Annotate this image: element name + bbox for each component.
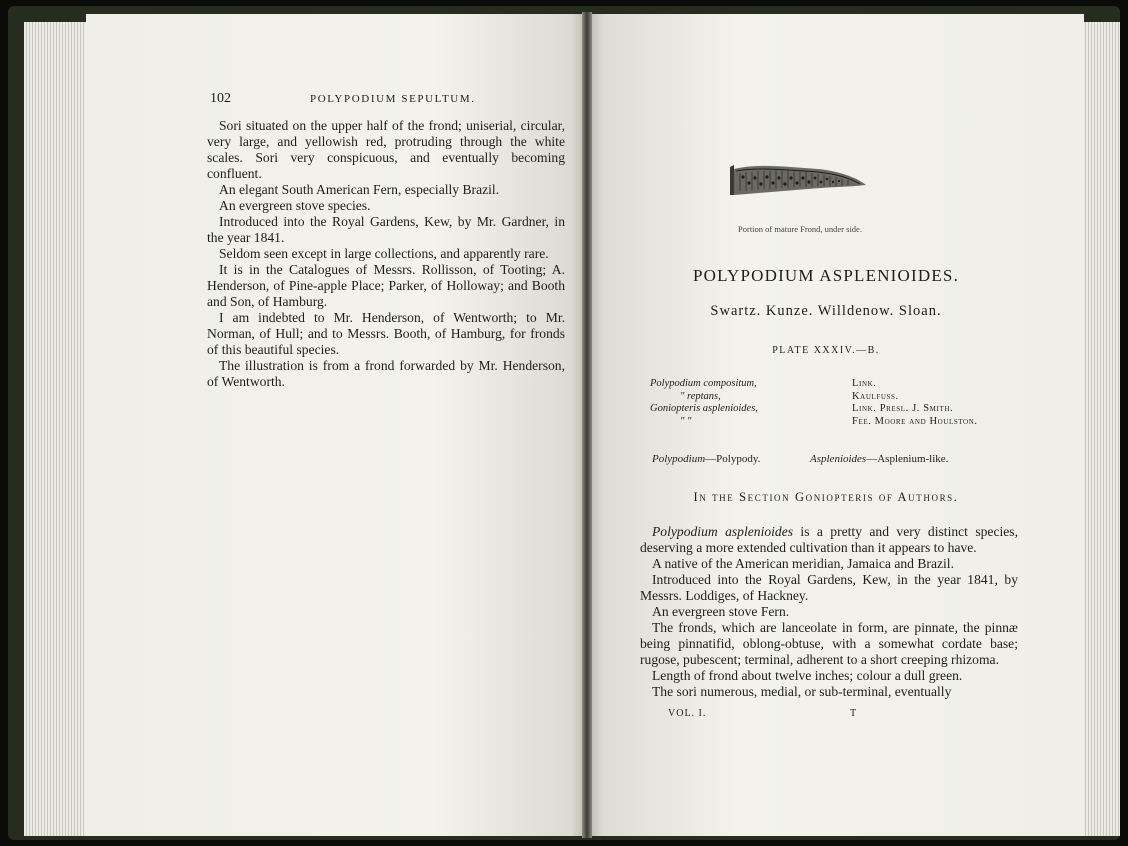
etymology-genus — [652, 453, 760, 465]
right-text-column — [640, 524, 1018, 700]
left-paragraph: I am indebted to Mr. Henderson, of Wentworth; to Mr. Norman, of Hull; and to Messrs. Booth, of Hamburg, for fronds of this beautiful species. — [207, 310, 565, 357]
right-paragraph: A native of the American meridian, Jamaica and Brazil. — [652, 556, 954, 571]
synonym-name: " " — [680, 415, 692, 427]
synonyms-authorities — [852, 378, 992, 428]
section-heading: In the Section Goniopteris of Authors. — [693, 490, 959, 504]
right-paragraph: Introduced into the Royal Gardens, Kew, in the year 1841, by Messrs. Loddiges, of Hackney. — [640, 572, 1018, 603]
etymology-term: Asplenioides — [810, 453, 867, 465]
authors-line: Swartz. Kunze. Willdenow. Sloan. — [710, 303, 942, 319]
synonym-name: Polypodium compositum, — [650, 378, 757, 389]
synonym-authority: Fee. Moore and Houlston. — [852, 415, 978, 427]
figure-caption: Portion of mature Frond, under side. — [738, 224, 862, 234]
left-paragraph: Seldom seen except in large collections, and apparently rare. — [219, 246, 549, 261]
etymology-term: Polypodium — [652, 453, 706, 465]
left-text-column — [207, 118, 565, 390]
etymology-species — [810, 453, 948, 465]
book-gutter — [582, 12, 592, 838]
left-paragraph: Introduced into the Royal Gardens, Kew, by Mr. Gardner, in the year 1841. — [207, 214, 565, 245]
right-paragraph — [640, 524, 1018, 556]
species-title: POLYPODIUM ASPLENIOIDES. — [692, 266, 960, 285]
left-paragraph: An evergreen stove species. — [219, 198, 371, 213]
synonym-authority: Link. Presl. J. Smith. — [852, 403, 954, 415]
left-paragraph: Sori situated on the upper half of the frond; uniserial, circular, very large, and yellowish red, protruding through the white scales. Sori very conspicuous, and eventually becoming confluent. — [207, 118, 565, 181]
synonym-authority: Link. — [852, 378, 877, 389]
page-number: 102 — [210, 91, 231, 106]
footer-signature: T — [850, 708, 858, 719]
synonym-name: " reptans, — [680, 390, 721, 402]
left-paragraph: The illustration is from a frond forwarded by Mr. Henderson, of Wentworth. — [207, 358, 565, 389]
footer-volume: VOL. I. — [668, 708, 707, 719]
paragraph-text: is a pretty and very distinct species, deserving a more extended cultivation than it appears to have. — [640, 524, 1018, 555]
running-title: POLYPODIUM SEPULTUM. — [310, 93, 476, 105]
synonym-name: Goniopteris asplenioides, — [650, 403, 758, 415]
synonym-authority: Kaulfuss. — [852, 390, 899, 402]
etymology-meaning: —Asplenium-like. — [866, 453, 949, 465]
right-paragraph: The fronds, which are lanceolate in form, are pinnate, the pinnæ being pinnatifid, oblong-obtuse, with a somewhat cordate base; rugose, pubescent; terminal, adherent to a short creeping rhizoma. — [640, 620, 1018, 667]
frond-illustration — [728, 157, 868, 203]
left-paragraph: It is in the Catalogues of Messrs. Rollisson, of Tooting; A. Henderson, of Pine-apple Place; Parker, of Holloway; and Booth and Son, of Hamburg. — [207, 262, 565, 309]
right-paragraph: An evergreen stove Fern. — [652, 604, 790, 619]
synonyms-names — [650, 378, 820, 428]
left-paragraph: An elegant South American Fern, especially Brazil. — [219, 182, 500, 197]
right-paragraph: Length of frond about twelve inches; colour a dull green. — [652, 668, 963, 683]
left-page-edges — [24, 22, 94, 836]
species-name-italic: Polypodium asplenioides — [652, 524, 794, 539]
plate-number: PLATE XXXIV.—B. — [772, 345, 880, 356]
right-page-edges — [1080, 22, 1120, 836]
right-paragraph: The sori numerous, medial, or sub-terminal, eventually — [652, 684, 952, 699]
etymology-meaning: —Polypody. — [705, 453, 761, 465]
